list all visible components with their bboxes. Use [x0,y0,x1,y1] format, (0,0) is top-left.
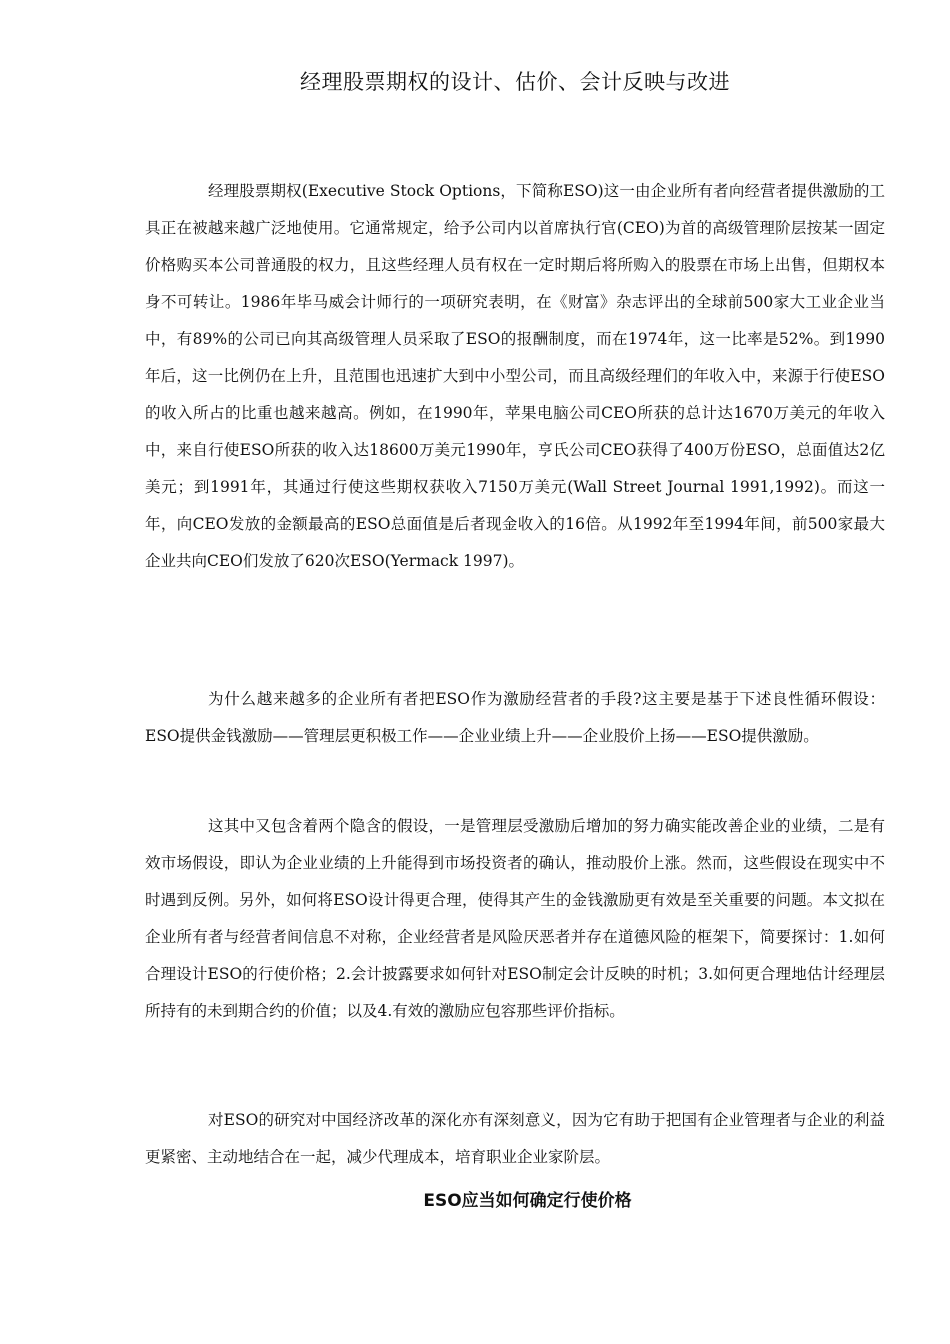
paragraph-block [145,173,885,580]
paragraph-block [145,808,885,1030]
paragraph-block [145,681,885,755]
paragraph-china-significance: 对ESO的研究对中国经济改革的深化亦有深刻意义，因为它有助于把国有企业管理者与企业的利益更紧密、主动地结合在一起，减少代理成本，培育职业企业家阶层。 [145,1111,885,1166]
paragraph-incentive-cycle: 为什么越来越多的企业所有者把ESO作为激励经营者的手段?这主要是基于下述良性循环假设：ESO提供金钱激励——管理层更积极工作——企业业绩上升——企业股价上扬——ESO提供激励。 [145,690,885,745]
section-heading: ESO应当如何确定行使价格 [423,1191,632,1211]
paragraph-assumptions: 这其中又包含着两个隐含的假设，一是管理层受激励后增加的努力确实能改善企业的业绩，二是有效市场假设，即认为企业业绩的上升能得到市场投资者的确认，推动股价上涨。然而，这些假设在现实中不时遇到反例。另外，如何将ESO设计得更合理，使得其产生的金钱激励更有效是至关重要的问题。本文拟在企业所有者与经营者间信息不对称，企业经营者是风险厌恶者并存在道德风险的框架下，简要探讨：1.如何合理设计ESO的行使价格；2.会计披露要求如何针对ESO制定会计反映的时机；3.如何更合理地估计经理层所持有的未到期合约的价值；以及4.有效的激励应包容那些评价指标。 [145,817,885,1020]
paragraph-eso-background: 经理股票期权(Executive Stock Options，下简称ESO)这一由企业所有者向经营者提供激励的工具正在被越来越广泛地使用。它通常规定，给予公司内以首席执行官(CEO)为首的高级管理阶层按某一固定价格购买本公司普通股的权力，且这些经理人员有权在一定时期后将所购入的股票在市场上出售，但期权本身不可转让。1986年毕马威会计师行的一项研究表明，在《财富》杂志评出的全球前500家大工业企业当中，有89%的公司已向其高级管理人员采取了ESO的报酬制度，而在1974年，这一比率是52%。到1990年后，这一比例仍在上升，且范围也迅速扩大到中小型公司，而且高级经理们的年收入中，来源于行使ESO的收入所占的比重也越来越高。例如，在1990年，苹果电脑公司CEO所获的总计达1670万美元的年收入中，来自行使ESO所获的收入达18600万美元1990年，亨氏公司CEO获得了400万份ESO，总面值达2亿美元；到1991年，其通过行使这些期权获收入7150万美元(Wall Street Journal 1991,1992)。而这一年，向CEO发放的金额最高的ESO总面值是后者现金收入的16倍。从1992年至1994年间，前500家最大企业共向CEO们发放了620次ESO(Yermack 1997)。 [145,182,885,570]
paragraph-block [145,1102,885,1176]
document-title: 经理股票期权的设计、估价、会计反映与改进 [300,70,730,94]
